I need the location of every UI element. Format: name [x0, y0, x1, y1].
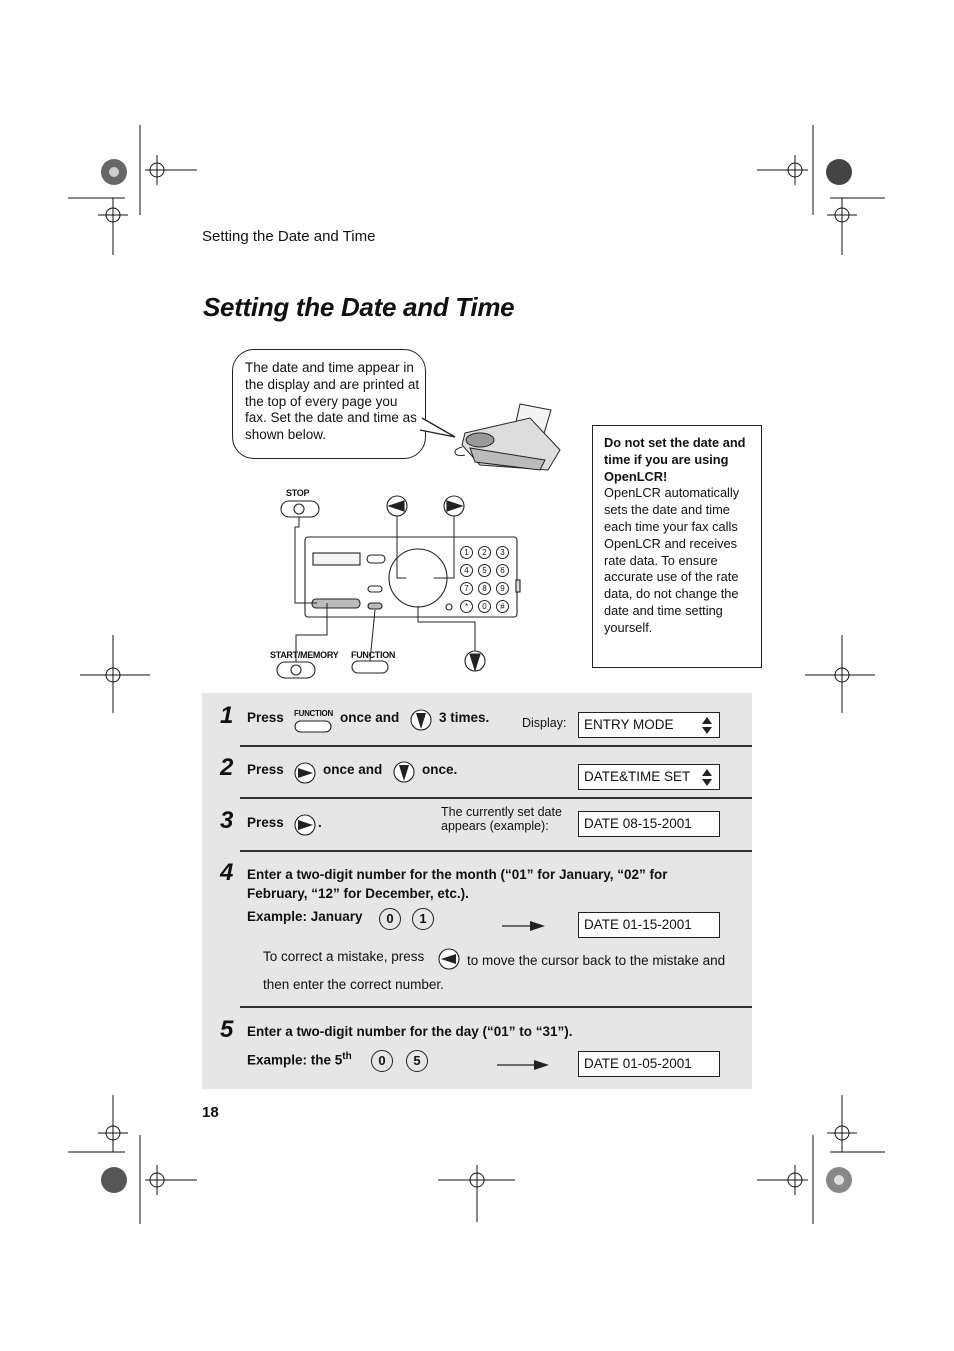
key-0: 0 [379, 908, 401, 930]
page-number: 18 [202, 1104, 219, 1121]
running-header: Setting the Date and Time [202, 228, 376, 245]
function-label: FUNCTION [351, 650, 396, 660]
step-3-number: 3 [220, 807, 234, 834]
display-text: DATE 01-15-2001 [584, 917, 692, 932]
start-memory-label: START/MEMORY [270, 650, 339, 660]
step-2-mid: once and [323, 762, 383, 777]
step-5-example-sup: th [342, 1051, 352, 1062]
stop-label: STOP [286, 488, 310, 498]
function-key-label: FUNCTION [294, 709, 333, 718]
keypad-key: 5 [478, 564, 491, 577]
keypad-key: 8 [478, 582, 491, 595]
keypad-key: 2 [478, 546, 491, 559]
correction-text-b: to move the cursor back to the mistake and then enter the correct number. [263, 953, 726, 992]
step-2-press: Press [247, 762, 284, 777]
step-1-mid: once and [340, 710, 400, 725]
step-4-example: Example: January [247, 909, 363, 924]
warning-note-body: OpenLCR automatically sets the date and time each time your fax calls OpenLCR and receives rate data. To ensure accurate use of the rate data, do not change the date and time setting yourself. [604, 485, 740, 635]
step-3-press: Press [247, 815, 284, 830]
display-text: DATE 01-05-2001 [584, 1056, 692, 1071]
step-1-number: 1 [220, 702, 234, 729]
step-2-number: 2 [220, 754, 234, 781]
step-2-end: once. [422, 762, 458, 777]
display-text: ENTRY MODE [584, 717, 674, 732]
step-3-note: The currently set date appears (example): [441, 805, 562, 833]
keypad-key: 3 [496, 546, 509, 559]
step-4-number: 4 [220, 859, 234, 886]
keypad-key: 7 [460, 582, 473, 595]
keypad-key: 4 [460, 564, 473, 577]
step-5-example-text: Example: the 5 [247, 1052, 343, 1068]
display-text: DATE 08-15-2001 [584, 816, 692, 831]
key-1: 1 [412, 908, 434, 930]
display-text: DATE&TIME SET [584, 769, 691, 784]
step-1-press: Press [247, 710, 284, 725]
step-4-instruction: Enter a two-digit number for the month (“01” for January, “02” for February, “12” for December, etc.). [247, 867, 668, 901]
keypad-key: 9 [496, 582, 509, 595]
display-day-entered [578, 1051, 720, 1077]
step-5-instruction: Enter a two-digit number for the day (“01” to “31”). [247, 1024, 573, 1039]
keypad-key: * [460, 600, 473, 613]
page-title: Setting the Date and Time [203, 292, 515, 322]
keypad-key: 6 [496, 564, 509, 577]
key-0: 0 [371, 1050, 393, 1072]
step-1-end: 3 times. [439, 710, 490, 725]
key-5: 5 [406, 1050, 428, 1072]
keypad-key: 1 [460, 546, 473, 559]
warning-note-heading: Do not set the date and time if you are using OpenLCR! [604, 435, 746, 484]
callout-text: The date and time appear in the display and are printed at the top of every page you fax. Set the date and time as shown below. [245, 360, 420, 443]
keypad-key: 0 [478, 600, 491, 613]
keypad-key: # [496, 600, 509, 613]
display-label: Display: [522, 716, 567, 730]
step-3-end: . [318, 815, 322, 830]
correction-text-a: To correct a mistake, press [263, 949, 425, 964]
step-5-number: 5 [220, 1016, 234, 1043]
